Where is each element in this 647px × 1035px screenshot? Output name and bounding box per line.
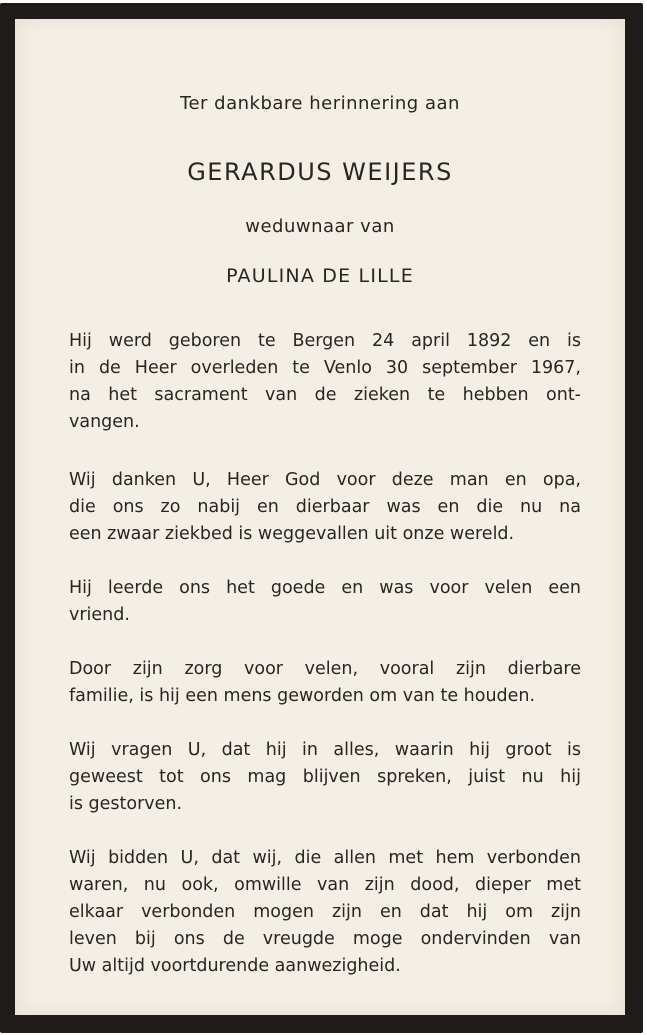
- text-line: vangen.: [69, 412, 140, 432]
- spouse-name: PAULINA DE LILLE: [226, 265, 414, 287]
- text-line: familie, is hij een mens geworden om van te houden.: [69, 686, 536, 706]
- text-line: Wij bidden U, dat wij, die allen met hem verbonden: [69, 848, 581, 868]
- text-line: leven bij ons de vreugde moge ondervinden van: [69, 929, 581, 949]
- text-line: geweest tot ons mag blijven spreken, juist nu hij: [69, 767, 581, 787]
- text-line: vriend.: [69, 605, 130, 625]
- text-line: Uw altijd voortdurende aanwezigheid.: [69, 956, 401, 976]
- paragraph-thanks: [69, 467, 581, 548]
- paragraph-birth-death: [69, 328, 581, 436]
- paragraph-friend: [69, 575, 581, 629]
- deceased-name: GERARDUS WEIJERS: [187, 158, 453, 186]
- text-line: een zwaar ziekbed is weggevallen uit onze wereld.: [69, 524, 515, 544]
- memorial-card: [0, 3, 643, 1033]
- text-line: in de Heer overleden te Venlo 30 september 1967,: [69, 358, 581, 378]
- paragraph-prayer: [69, 845, 581, 980]
- text-line: Wij danken U, Heer God voor deze man en opa,: [69, 470, 581, 490]
- relation-text: weduwnaar van: [245, 216, 395, 237]
- paragraph-request: [69, 737, 581, 818]
- card-paper: [15, 19, 625, 1015]
- text-line: Hij leerde ons het goede en was voor velen een: [69, 578, 581, 598]
- text-line: elkaar verbonden mogen zijn en dat hij om zijn: [69, 902, 581, 922]
- text-line: waren, nu ook, omwille van zijn dood, dieper met: [69, 875, 581, 895]
- text-line: na het sacrament van de zieken te hebben ont-: [69, 385, 581, 405]
- paragraph-care: [69, 656, 581, 710]
- text-line: Wij vragen U, dat hij in alles, waarin hij groot is: [69, 740, 581, 760]
- text-line: die ons zo nabij en dierbaar was en die nu na: [69, 497, 581, 517]
- intro-text: Ter dankbare herinnering aan: [180, 93, 460, 114]
- text-line: is gestorven.: [69, 794, 183, 814]
- text-line: Door zijn zorg voor velen, vooral zijn dierbare: [69, 659, 581, 679]
- text-line: Hij werd geboren te Bergen 24 april 1892 en is: [69, 331, 581, 351]
